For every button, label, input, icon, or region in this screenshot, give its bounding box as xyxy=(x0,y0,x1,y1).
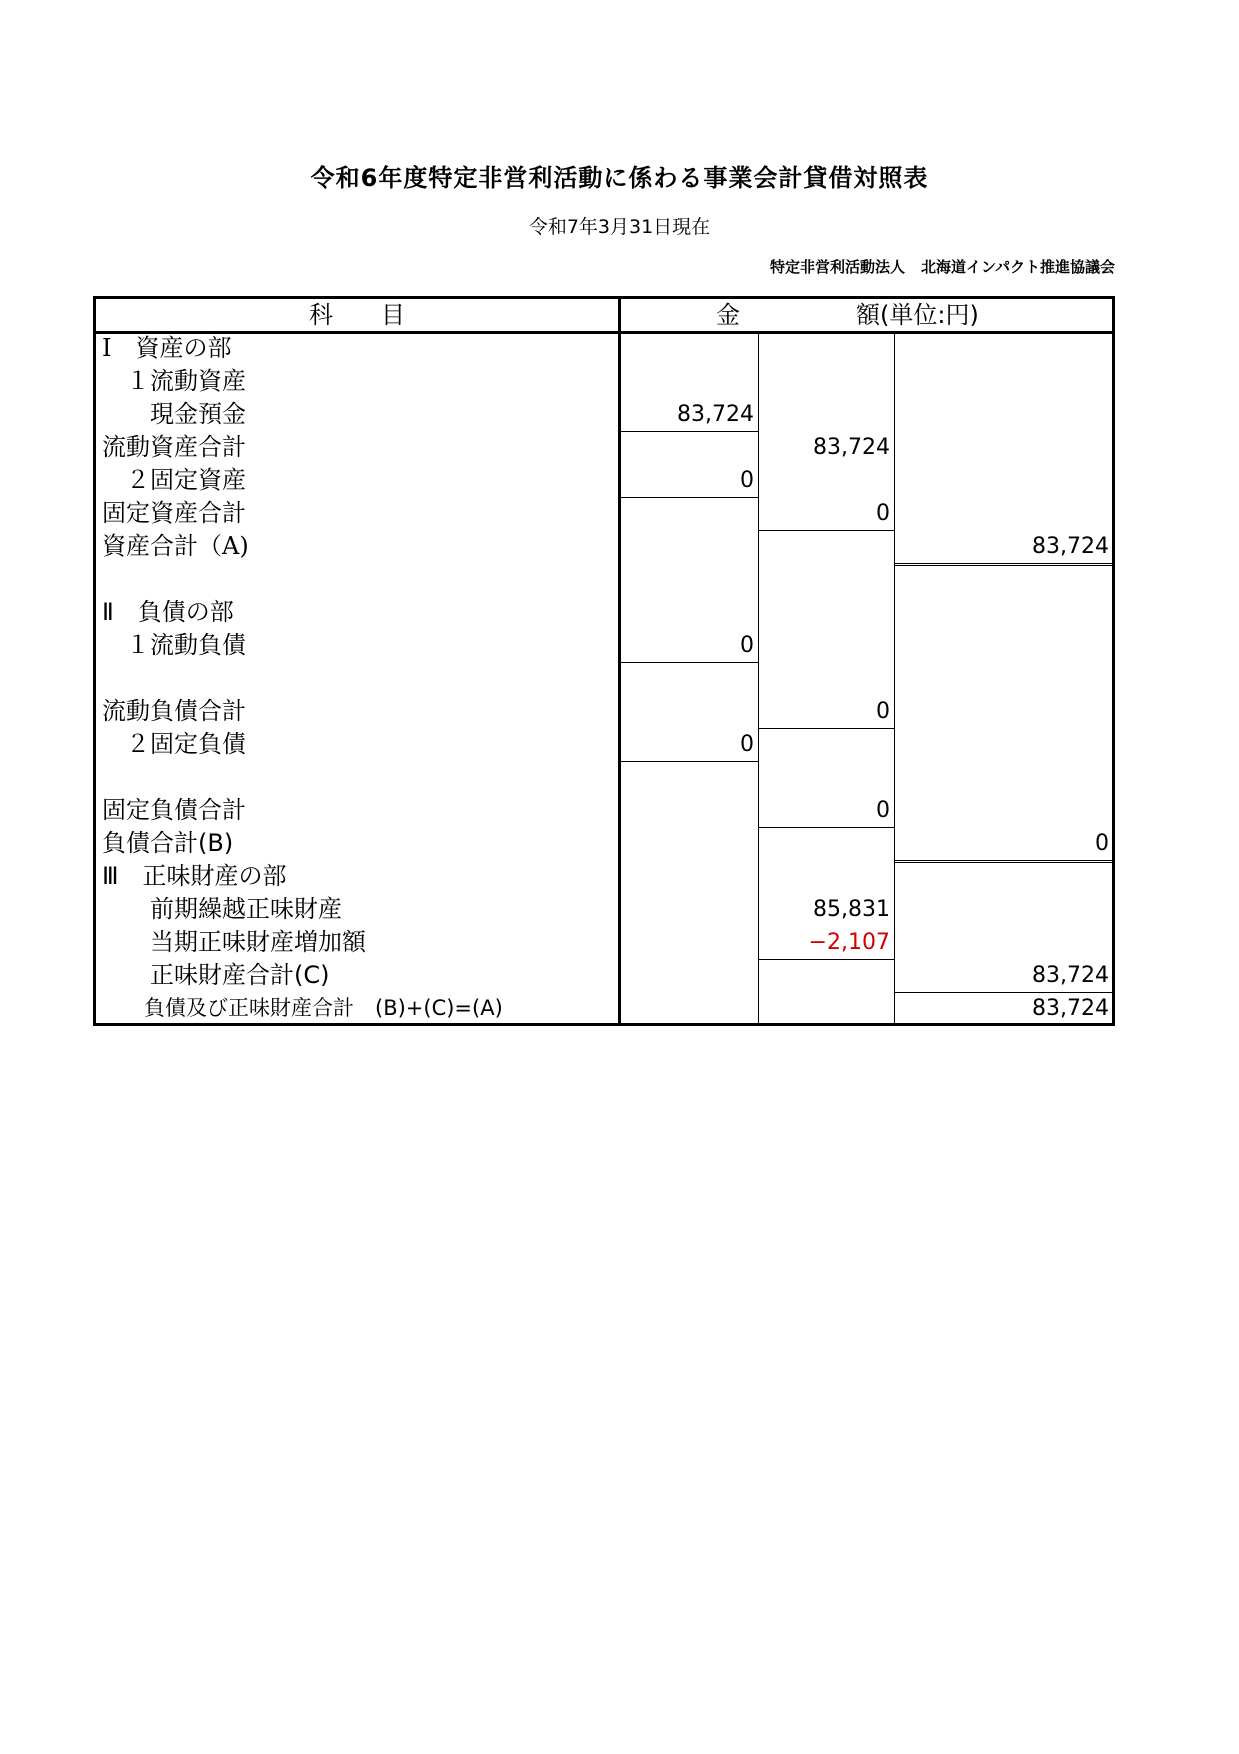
rule xyxy=(619,662,758,663)
row-label: Ⅰ 資産の部 xyxy=(102,334,232,362)
amount-col3: 83,724 xyxy=(1032,996,1109,1021)
row-label: 現金預金 xyxy=(102,400,246,428)
rule xyxy=(619,497,758,498)
row-label: Ⅲ 正味財産の部 xyxy=(102,862,287,890)
amount-col2: 0 xyxy=(876,699,890,724)
amount-col2: 0 xyxy=(876,798,890,823)
amount-col2: 0 xyxy=(876,501,890,526)
rule xyxy=(759,959,894,960)
row-label: 固定資産合計 xyxy=(102,499,246,527)
amount-col2-negative: −2,107 xyxy=(808,930,890,955)
amount-col1: 0 xyxy=(740,633,754,658)
row-label: Ⅱ 負債の部 xyxy=(102,598,234,626)
row-label: １流動資産 xyxy=(102,367,246,395)
rule xyxy=(619,761,758,762)
row-label: 負債及び正味財産合計 (B)+(C)=(A) xyxy=(102,996,503,1020)
amount-col2: 85,831 xyxy=(813,897,890,922)
row-label: 負債合計(B) xyxy=(102,829,234,857)
row-label: １流動負債 xyxy=(102,631,246,659)
row-label: ２固定負債 xyxy=(102,730,246,758)
row-label: 正味財産合計(C) xyxy=(102,961,330,989)
amount-col3: 83,724 xyxy=(1032,534,1109,559)
row-label: 固定負債合計 xyxy=(102,796,246,824)
balance-sheet-table xyxy=(93,296,1115,1026)
rule xyxy=(759,530,894,531)
header-subject: 科 目 xyxy=(309,301,405,329)
as-of-date: 令和7年3月31日現在 xyxy=(528,216,711,238)
row-label: 流動資産合計 xyxy=(102,433,246,461)
amount-col2: 83,724 xyxy=(813,435,890,460)
rule xyxy=(759,728,894,729)
amount-col3: 0 xyxy=(1095,831,1109,856)
amount-col1: 0 xyxy=(740,732,754,757)
rule xyxy=(619,431,758,432)
header-divider xyxy=(96,331,1112,334)
row-label: 当期正味財産増加額 xyxy=(102,928,366,956)
amount-col3: 83,724 xyxy=(1032,963,1109,988)
organization-type: 特定非営利活動法人 xyxy=(770,258,906,276)
row-label: 流動負債合計 xyxy=(102,697,246,725)
column-divider-2 xyxy=(894,331,895,1023)
rule xyxy=(895,992,1112,993)
header-amount-right: 額(単位:円) xyxy=(856,301,979,329)
row-label: 前期繰越正味財産 xyxy=(102,895,342,923)
organization-name: 北海道インパクト推進協議会 xyxy=(921,258,1115,276)
double-rule xyxy=(895,860,1112,863)
rule xyxy=(759,827,894,828)
amount-col1: 83,724 xyxy=(677,402,754,427)
organization xyxy=(770,256,1115,277)
row-label: ２固定資産 xyxy=(102,466,246,494)
row-label: 資産合計（A) xyxy=(102,532,249,560)
header-amount-left: 金 xyxy=(716,301,740,329)
amount-col1: 0 xyxy=(740,468,754,493)
page-title: 令和6年度特定非営利活動に係わる事業会計貸借対照表 xyxy=(310,164,929,192)
double-rule xyxy=(895,563,1112,566)
